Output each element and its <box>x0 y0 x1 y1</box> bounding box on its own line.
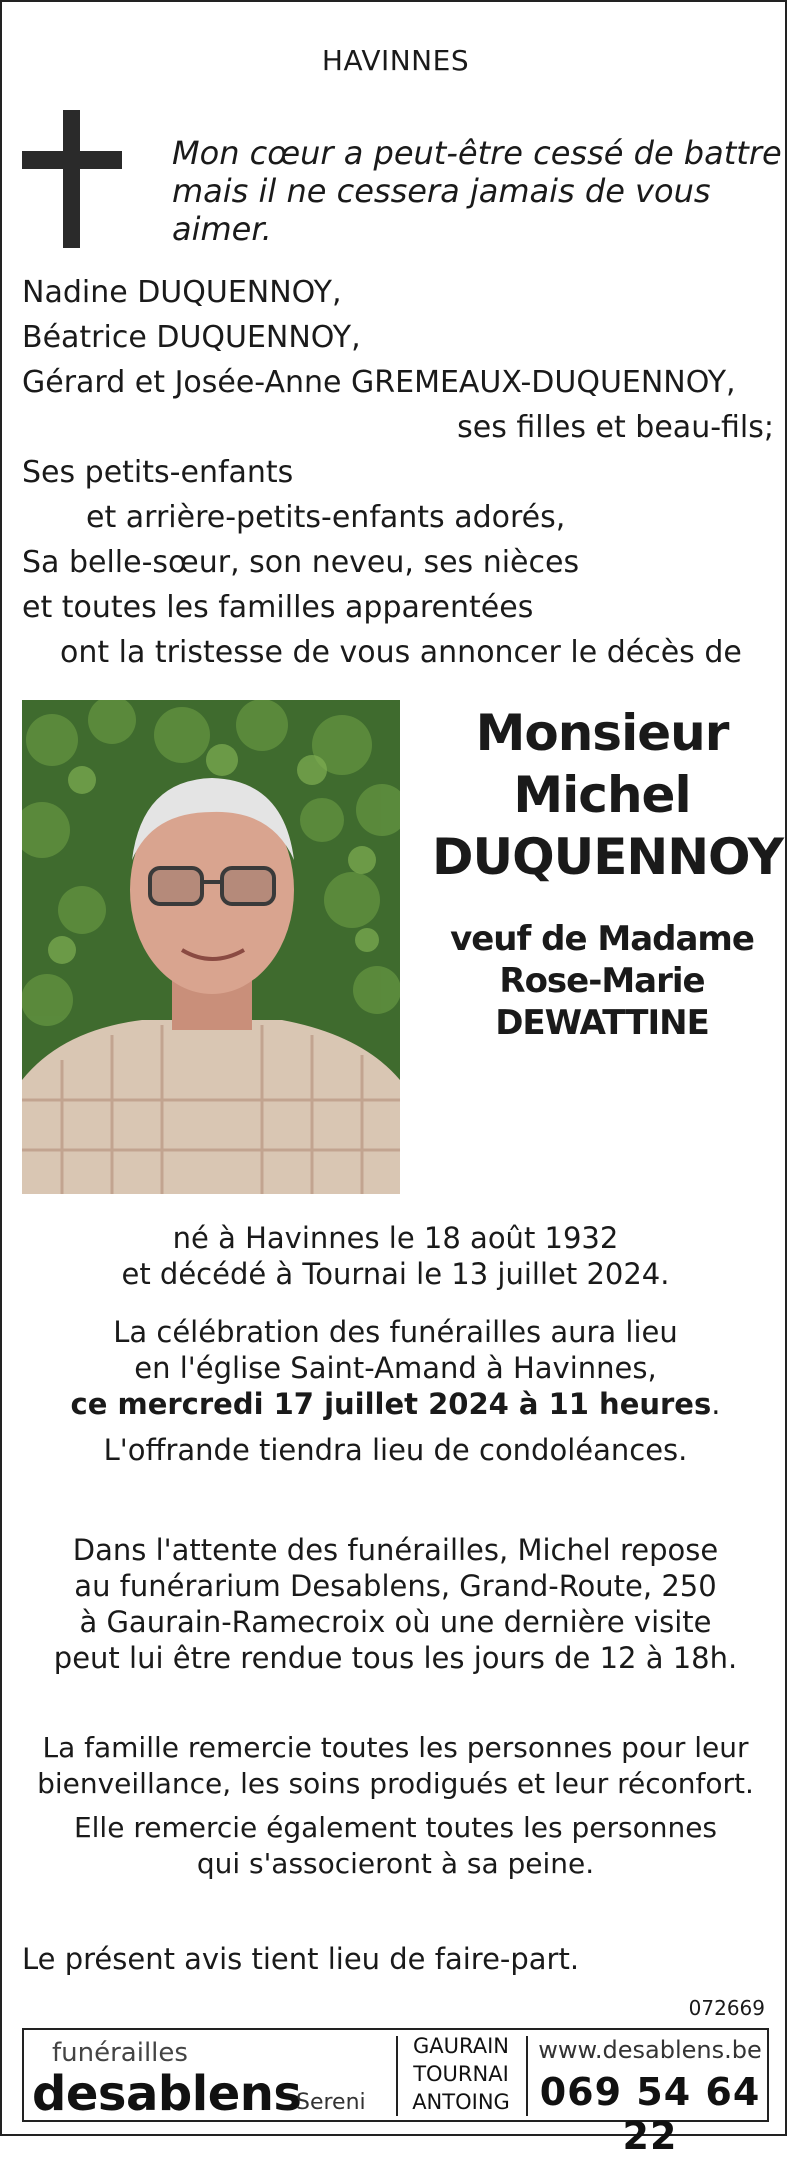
brand-tagline: funérailles <box>52 2038 188 2068</box>
family-line: et toutes les familles apparentées <box>22 590 534 625</box>
location: TOURNAI <box>413 2062 509 2086</box>
cross-icon-bar <box>22 151 122 169</box>
deceased-first-name: Michel <box>513 766 691 824</box>
brand-logo: desablens <box>32 2066 302 2122</box>
town-heading: HAVINNES <box>321 44 470 77</box>
cross-icon <box>63 110 80 248</box>
visit-line: peut lui être rendue tous les jours de 12 à 18h. <box>53 1641 738 1675</box>
notice-line: Le présent avis tient lieu de faire-part. <box>22 1942 580 1976</box>
thanks-line: Elle remercie également toutes les personnes <box>73 1811 718 1844</box>
funeral-details <box>2 1314 789 1468</box>
memorial-quote <box>172 134 785 248</box>
thanks-message <box>2 1730 789 1882</box>
deceased-name-block <box>432 702 783 1044</box>
quote-line-1: Mon cœur a peut-être cessé de battre <box>172 134 782 172</box>
birth-line: né à Havinnes le 18 août 1932 <box>172 1221 619 1255</box>
location: GAURAIN <box>412 2034 510 2058</box>
funeral-date: ce mercredi 17 juillet 2024 à 11 heures <box>70 1387 712 1421</box>
family-announcement <box>22 270 774 675</box>
funeral-line: en l'église Saint-Amand à Havinnes, <box>134 1351 657 1385</box>
reference-number: 072669 <box>688 1996 765 2020</box>
funeral-date-line <box>2 1386 789 1422</box>
funeral-home-footer <box>22 2028 769 2158</box>
portrait-photo <box>22 700 400 1194</box>
thanks-line: La famille remercie toutes les personnes pour leur <box>42 1731 749 1764</box>
visit-line: au funérarium Desablens, Grand-Route, 250 <box>74 1569 717 1603</box>
thanks-line: qui s'associeront à sa peine. <box>196 1847 595 1880</box>
visit-line: Dans l'attente des funérailles, Michel repose <box>72 1533 719 1567</box>
visit-line: à Gaurain-Ramecroix où une dernière visite <box>79 1605 712 1639</box>
family-line: ses filles et beau-fils; <box>457 410 774 445</box>
footer-divider <box>396 2036 398 2116</box>
birth-death-dates <box>2 1220 789 1292</box>
deceased-title: Monsieur <box>475 704 729 762</box>
widow-line: DEWATTINE <box>495 1003 709 1043</box>
family-line: Ses petits-enfants <box>22 455 294 490</box>
visitation-details <box>2 1532 789 1676</box>
family-line: Gérard et Josée-Anne GREMEAUX-DUQUENNOY, <box>22 365 736 400</box>
family-line: Nadine DUQUENNOY, <box>22 275 342 310</box>
widow-line: Rose-Marie <box>499 961 705 1001</box>
condolence-line: L'offrande tiendra lieu de condoléances. <box>103 1433 688 1467</box>
phone-number: 069 54 64 22 <box>539 2070 761 2158</box>
widow-info <box>432 918 772 1044</box>
family-line: et arrière-petits-enfants adorés, <box>86 500 566 535</box>
portrait-illustration <box>22 700 400 1194</box>
deceased-last-name: DUQUENNOY <box>432 828 783 886</box>
funeral-line: La célébration des funérailles aura lieu <box>113 1315 678 1349</box>
footer-divider <box>526 2036 528 2116</box>
thanks-line: bienveillance, les soins prodigués et leur réconfort. <box>37 1767 754 1800</box>
family-line: Sa belle-sœur, son neveu, ses nièces <box>22 545 580 580</box>
locations-list <box>402 2032 520 2116</box>
website-link[interactable]: www.desablens.be <box>538 2036 762 2064</box>
widow-line: veuf de Madame <box>450 919 754 959</box>
family-line: Béatrice DUQUENNOY, <box>22 320 361 355</box>
death-line: et décédé à Tournai le 13 juillet 2024. <box>121 1257 670 1291</box>
location: ANTOING <box>412 2090 510 2114</box>
funeral-date-end: . <box>711 1387 721 1421</box>
family-line: ont la tristesse de vous annoncer le décès de <box>60 635 742 670</box>
quote-line-2: mais il ne cessera jamais de vous aimer. <box>172 172 711 248</box>
brand-sub-name: Sereni <box>296 2090 366 2115</box>
